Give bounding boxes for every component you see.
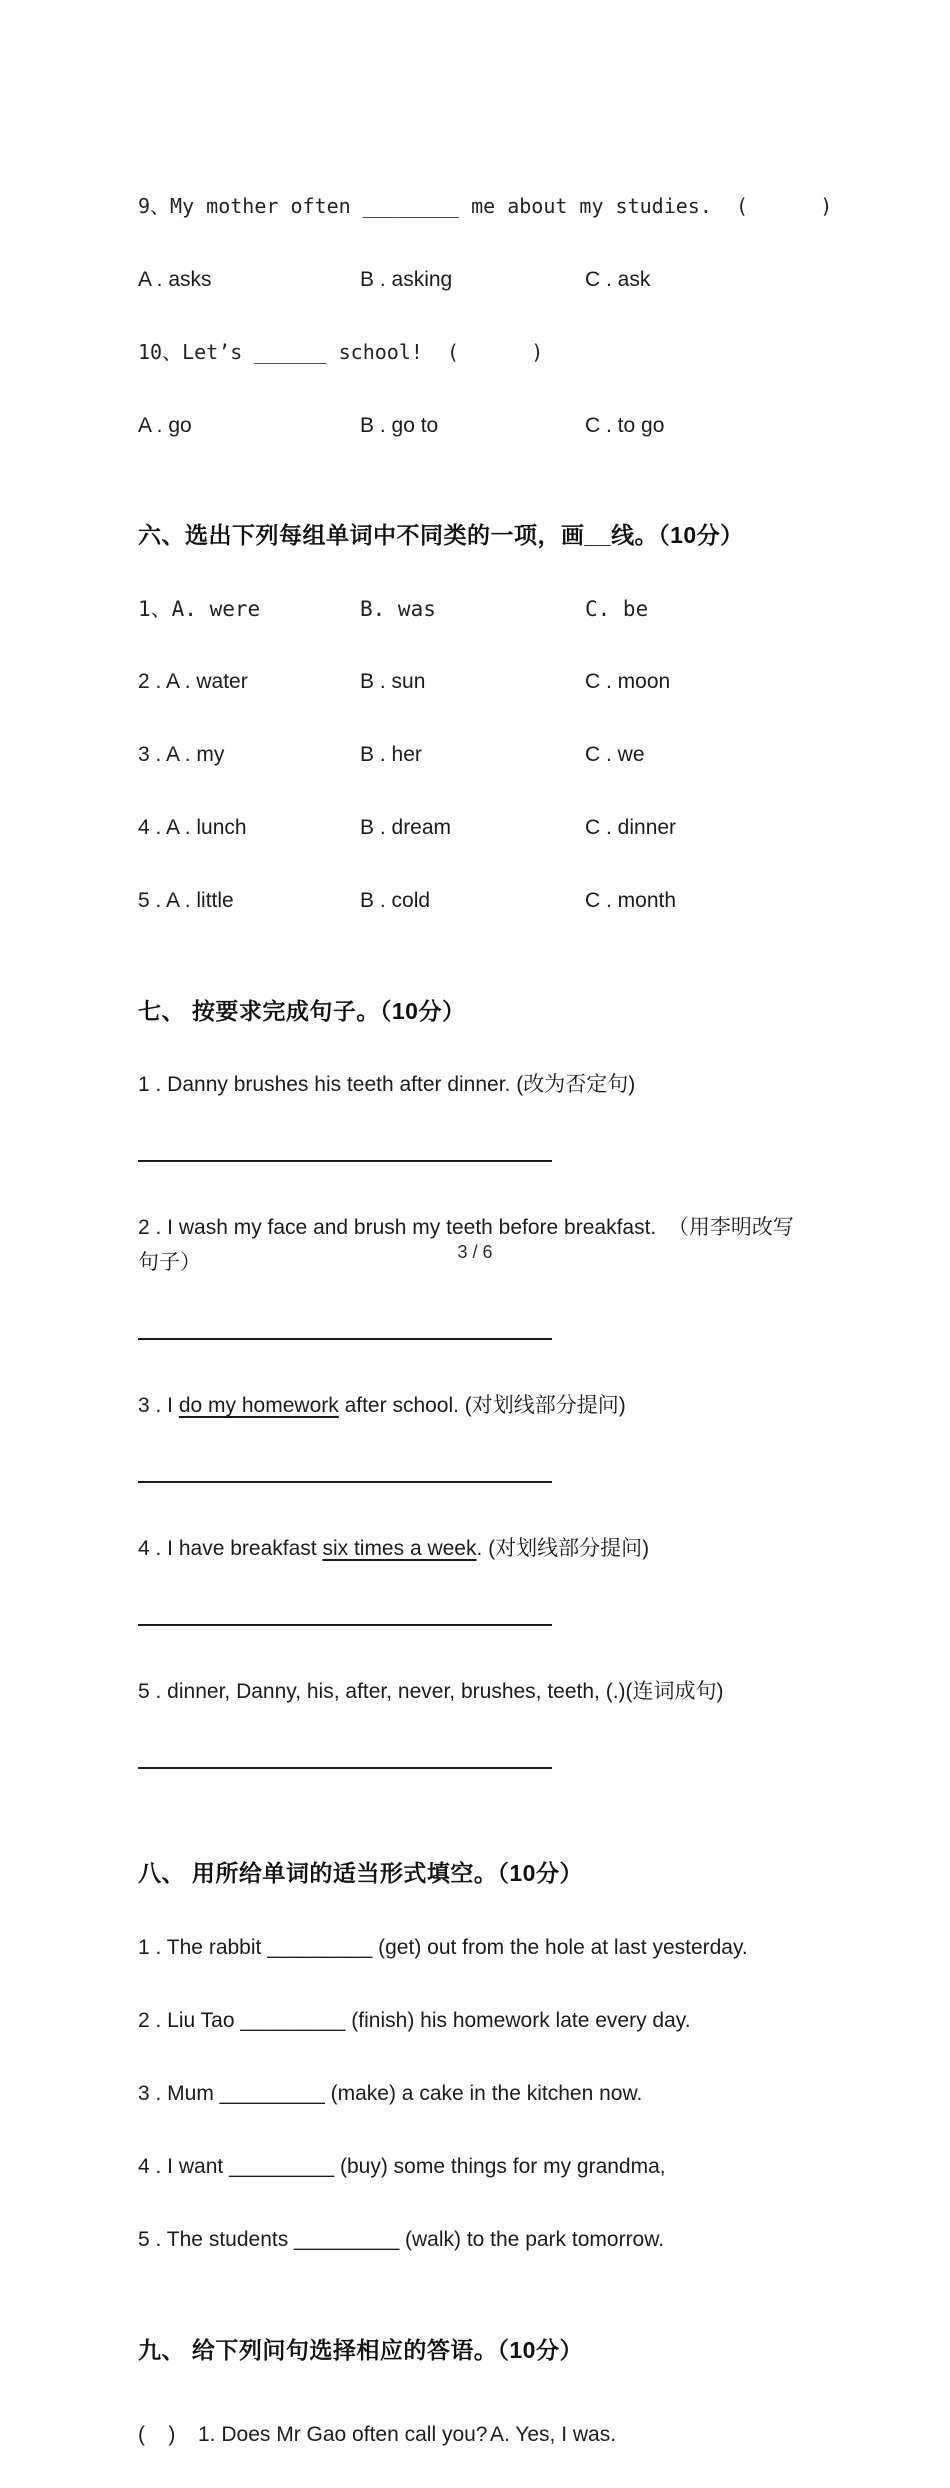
underlined-phrase: do my homework	[178, 1394, 339, 1417]
option-b: B . sun	[360, 670, 426, 693]
fill-item: 4 . I want _________ (buy) some things for my grandma,	[138, 2155, 666, 2178]
question-9-options	[138, 261, 910, 298]
item-text: . (对划线部分提问)	[476, 1537, 650, 1560]
item-text: 5 . dinner, Danny, his, after, never, brushes, teeth, (.)(连词成句)	[138, 1680, 724, 1703]
option-a: A . asks	[138, 268, 212, 291]
answer-blank-line	[138, 1481, 552, 1483]
option-c: C . moon	[585, 670, 671, 693]
option-b: B. was	[360, 597, 436, 621]
answer-paren: ( )	[138, 2423, 176, 2446]
answer-blank-line	[138, 1338, 552, 1340]
question-10-stem: 10、Let’s ______ school! ( )	[138, 340, 544, 364]
rewrite-item	[138, 1388, 838, 1423]
question-9-stem: 9、My mother often ________ me about my studies. ( )	[138, 194, 833, 218]
word-group-row	[138, 809, 910, 846]
option-c: C . month	[585, 889, 677, 912]
option-b: B . asking	[360, 268, 453, 291]
section-8-title: 八、 用所给单词的适当形式填空。（10分）	[138, 1860, 583, 1886]
answer-blank-line	[138, 1767, 552, 1769]
rewrite-item	[138, 1067, 838, 1102]
question-10-options	[138, 407, 910, 444]
option-a: A . go	[138, 414, 192, 437]
option-b: B . dream	[360, 816, 452, 839]
item-text: 2 . I wash my face and brush my teeth before breakfast. （用李明改写句子）	[138, 1216, 794, 1274]
option-a: 3 . A . my	[138, 743, 225, 766]
rewrite-item	[138, 1674, 838, 1709]
response-text: A. Yes, I was.	[490, 2423, 617, 2446]
section-9-title: 九、 给下列问句选择相应的答语。（10分）	[138, 2337, 583, 2363]
item-text: 1 . Danny brushes his teeth after dinner. (改为否定句)	[138, 1073, 636, 1096]
item-text: 3 . I	[138, 1394, 179, 1417]
word-group-row	[138, 663, 910, 700]
option-a: 4 . A . lunch	[138, 816, 247, 839]
question-text: 1. Does Mr Gao often call you?	[198, 2423, 488, 2446]
rewrite-item	[138, 1531, 838, 1566]
answer-blank-line	[138, 1624, 552, 1626]
option-c: C . ask	[585, 268, 651, 291]
option-c: C . we	[585, 743, 645, 766]
option-b: B . cold	[360, 889, 431, 912]
option-a: 2 . A . water	[138, 670, 248, 693]
option-b: B . go to	[360, 414, 439, 437]
word-group-row	[138, 882, 910, 919]
word-group-row	[138, 736, 910, 773]
item-text: 4 . I have breakfast	[138, 1537, 323, 1560]
option-a: 5 . A . little	[138, 889, 234, 912]
underlined-phrase: six times a week	[322, 1537, 477, 1560]
word-group-row	[138, 591, 910, 627]
option-a: 1、A. were	[138, 597, 261, 621]
fill-item: 2 . Liu Tao _________ (finish) his homework late every day.	[138, 2009, 691, 2032]
item-text: after school. (对划线部分提问)	[338, 1394, 626, 1417]
option-c: C . dinner	[585, 816, 677, 839]
section-6-title: 六、选出下列每组单词中不同类的一项，画__线。（10分）	[138, 522, 744, 548]
option-c: C . to go	[585, 414, 665, 437]
option-b: B . her	[360, 743, 422, 766]
page-number: 3 / 6	[457, 1242, 493, 1262]
option-c: C. be	[585, 597, 649, 621]
fill-item: 3 . Mum _________ (make) a cake in the kitchen now.	[138, 2082, 643, 2105]
section-7-title: 七、 按要求完成句子。（10分）	[138, 998, 466, 1024]
fill-item: 1 . The rabbit _________ (get) out from the hole at last yesterday.	[138, 1936, 748, 1959]
fill-item: 5 . The students _________ (walk) to the park tomorrow.	[138, 2228, 665, 2251]
qa-match-row	[138, 2418, 910, 2452]
answer-blank-line	[138, 1160, 552, 1162]
